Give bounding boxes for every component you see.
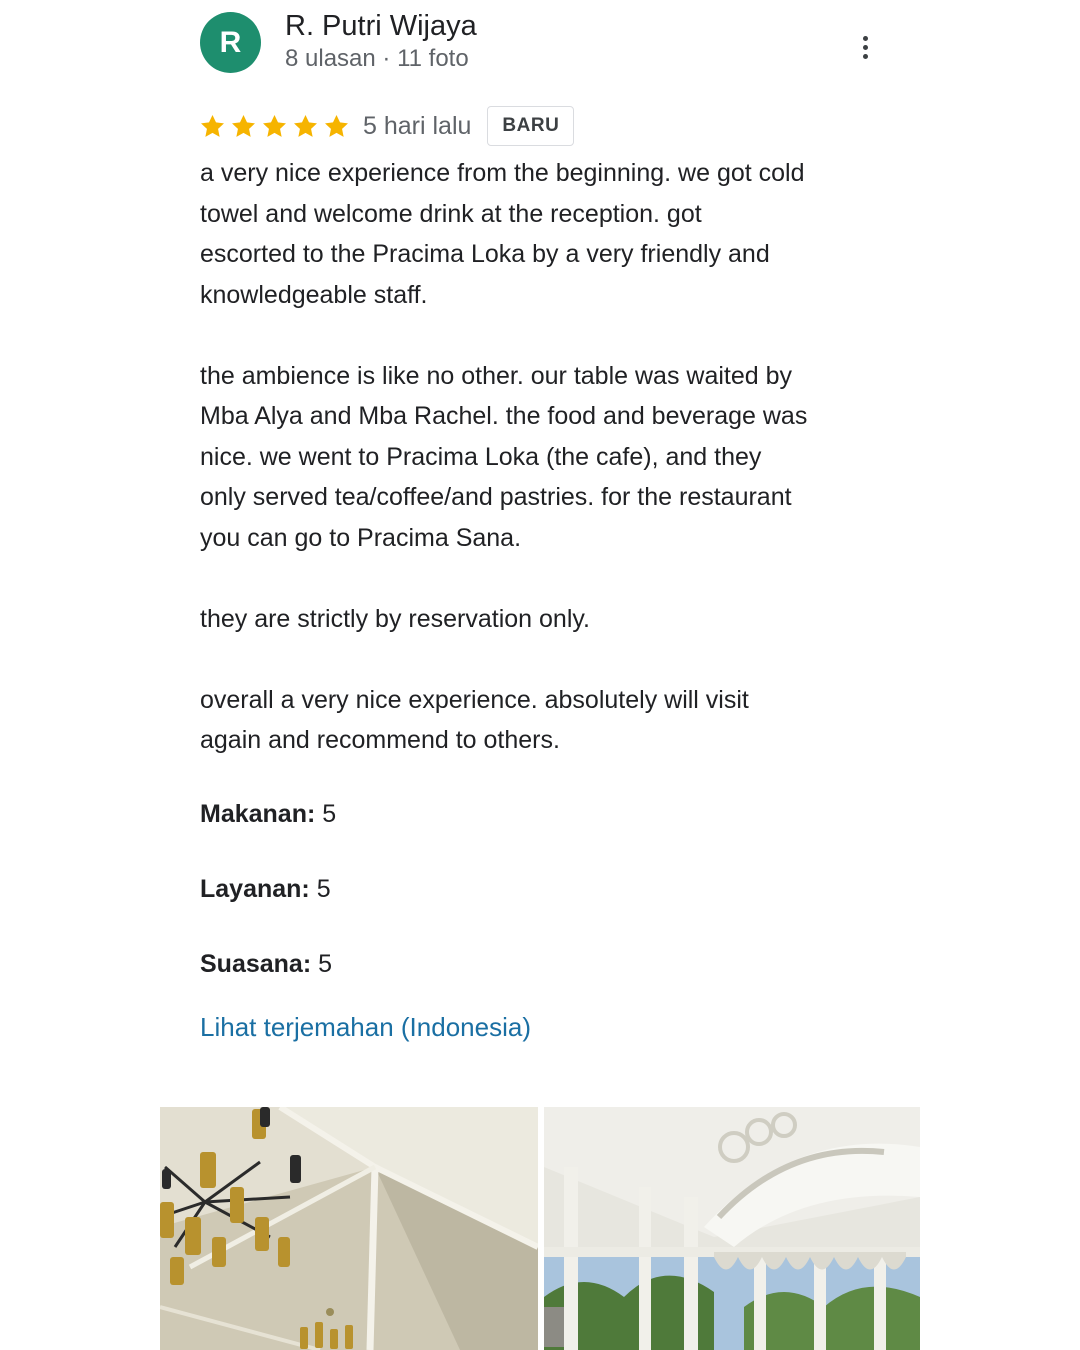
attribute-service: [200, 875, 331, 904]
star-icon: [229, 112, 258, 141]
reviewer-avatar[interactable]: R: [200, 12, 261, 73]
attribute-atmosphere: [200, 950, 332, 979]
review-line: a very nice experience from the beginning. we got cold: [200, 159, 805, 187]
review-line: you can go to Pracima Sana.: [200, 523, 522, 552]
star-icon: [198, 112, 227, 141]
attribute-food: [200, 800, 336, 829]
review-line: nice. we went to Pracima Loka (the cafe), and they: [200, 442, 762, 471]
attribute-label: Layanan:: [200, 875, 310, 903]
review-line: Mba Alya and Mba Rachel. the food and beverage was: [200, 402, 808, 430]
attribute-value: 5: [318, 950, 333, 978]
review-line: overall a very nice experience. absolutely will visit: [200, 685, 749, 714]
star-icon: [260, 112, 289, 141]
review-line: only served tea/coffee/and pastries. for the restaurant: [200, 483, 792, 511]
attribute-label: Makanan:: [200, 800, 316, 828]
reviewer-meta: 8 ulasan · 11 foto: [285, 45, 469, 72]
attribute-value: 5: [316, 875, 331, 903]
review-line: escorted to the Pracima Loka by a very friendly and: [200, 240, 770, 268]
photo-ceiling-chandelier: [160, 1107, 538, 1350]
rating-row: [198, 104, 574, 148]
reviewer-name[interactable]: R. Putri Wijaya: [285, 10, 477, 42]
review-photo-ceiling[interactable]: [160, 1107, 538, 1350]
star-icon: [322, 112, 351, 141]
review-line: they are strictly by reservation only.: [200, 604, 590, 633]
review-photo-glasshouse[interactable]: [544, 1107, 920, 1350]
more-vert-icon[interactable]: [852, 30, 878, 64]
translate-link[interactable]: Lihat terjemahan (Indonesia): [200, 1012, 531, 1042]
star-icon: [291, 112, 320, 141]
review-text: [200, 153, 900, 761]
photo-glasshouse-window: [544, 1107, 920, 1350]
new-badge: BARU: [487, 106, 574, 146]
attribute-value: 5: [322, 800, 337, 828]
review-line: the ambience is like no other. our table was waited by: [200, 361, 793, 390]
review-line: towel and welcome drink at the reception. got: [200, 199, 702, 228]
star-rating: [198, 112, 351, 141]
review-time: 5 hari lalu: [363, 111, 472, 140]
attribute-label: Suasana:: [200, 950, 312, 978]
review-line: again and recommend to others.: [200, 726, 560, 754]
review-line: knowledgeable staff.: [200, 280, 428, 309]
